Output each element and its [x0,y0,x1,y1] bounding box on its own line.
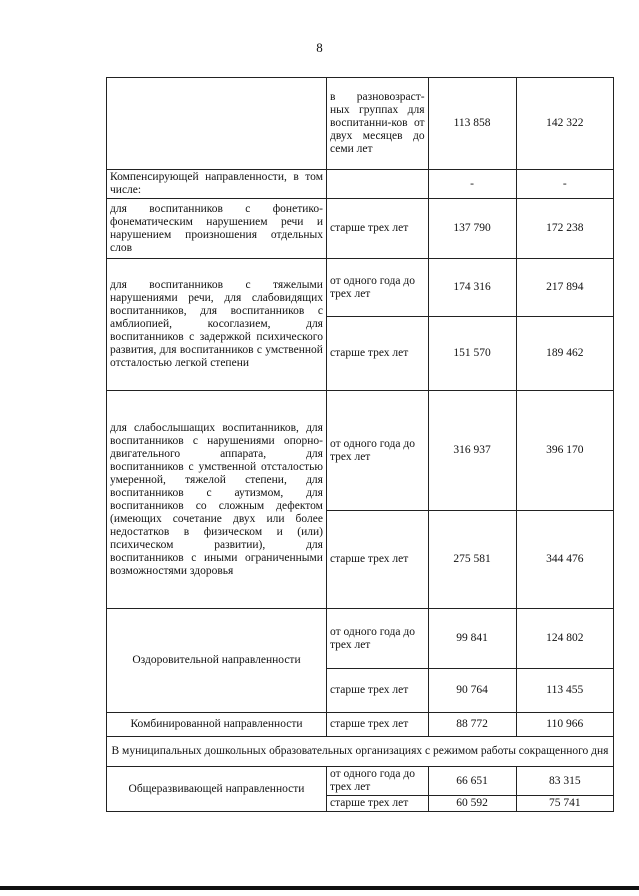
label-cell: для воспитанников с фонетико-фонематическим нарушением речи и нарушением произношения отдельных слов [107,199,327,259]
value-cell: 83 315 [516,767,613,796]
table-row [107,713,614,737]
table-row [107,170,614,199]
age-cell: от одного года до трех лет [326,391,428,511]
value-cell: 396 170 [516,391,613,511]
page-number: 8 [316,40,323,55]
table-row [107,78,614,170]
table-row [107,259,614,317]
age-cell: старше трех лет [326,511,428,609]
value-cell: 275 581 [428,511,516,609]
value-cell: 88 772 [428,713,516,737]
value-cell: 189 462 [516,317,613,391]
value-cell: 75 741 [516,796,613,812]
age-cell: старше трех лет [326,317,428,391]
value-cell: - [428,170,516,199]
table-row [107,767,614,796]
value-cell: 172 238 [516,199,613,259]
label-cell: для слабослышащих воспитанников, для воспитанников с нарушениями опорно-двигательного аппарата, для воспитанников с умственной отсталостью умеренной, тяжелой степени, для воспитанников с аутизмом, для воспитанников со сложным дефектом (имеющих сочетание двух или более недостатков в физическом и (или) психическом развитии), для воспитанников с иными ограниченными возможностями здоровья [107,391,327,609]
value-cell: 113 858 [428,78,516,170]
scan-edge-rule [0,886,639,890]
label-cell: Комбинированной направленности [107,713,327,737]
age-cell: старше трех лет [326,713,428,737]
table-row [107,391,614,511]
age-cell: в разновозраст-ных группах для воспитанни-ков от двух месяцев до семи лет [326,78,428,170]
age-cell: от одного года до трех лет [326,609,428,669]
label-cell: Общеразвивающей направленности [107,767,327,812]
value-cell: 124 802 [516,609,613,669]
value-cell: 60 592 [428,796,516,812]
value-cell: 137 790 [428,199,516,259]
label-cell [107,78,327,170]
age-cell [326,170,428,199]
label-cell: Компенсирующей направленности, в том числе: [107,170,327,199]
label-cell: для воспитанников с тяжелыми нарушениями речи, для слабовидящих воспитанников, для воспитанников с амблиопией, косоглазием, для воспитанников с задержкой психического развития, для воспитанников с умственной отсталостью легкой степени [107,259,327,391]
value-cell: 113 455 [516,669,613,713]
value-cell: 66 651 [428,767,516,796]
age-cell: старше трех лет [326,796,428,812]
value-cell: 110 966 [516,713,613,737]
table-row [107,199,614,259]
age-cell: от одного года до трех лет [326,767,428,796]
age-cell: от одного года до трех лет [326,259,428,317]
value-cell: 174 316 [428,259,516,317]
value-cell: 316 937 [428,391,516,511]
value-cell: 99 841 [428,609,516,669]
value-cell: 217 894 [516,259,613,317]
value-cell: 142 322 [516,78,613,170]
label-cell: Оздоровительной направленности [107,609,327,713]
table-row [107,609,614,669]
value-cell: 344 476 [516,511,613,609]
value-cell: 151 570 [428,317,516,391]
tariff-table [106,77,614,812]
age-cell: старше трех лет [326,199,428,259]
age-cell: старше трех лет [326,669,428,713]
value-cell: 90 764 [428,669,516,713]
section-header: В муниципальных дошкольных образовательных организациях с режимом работы сокращенного дня [107,737,614,767]
value-cell: - [516,170,613,199]
section-header-row [107,737,614,767]
